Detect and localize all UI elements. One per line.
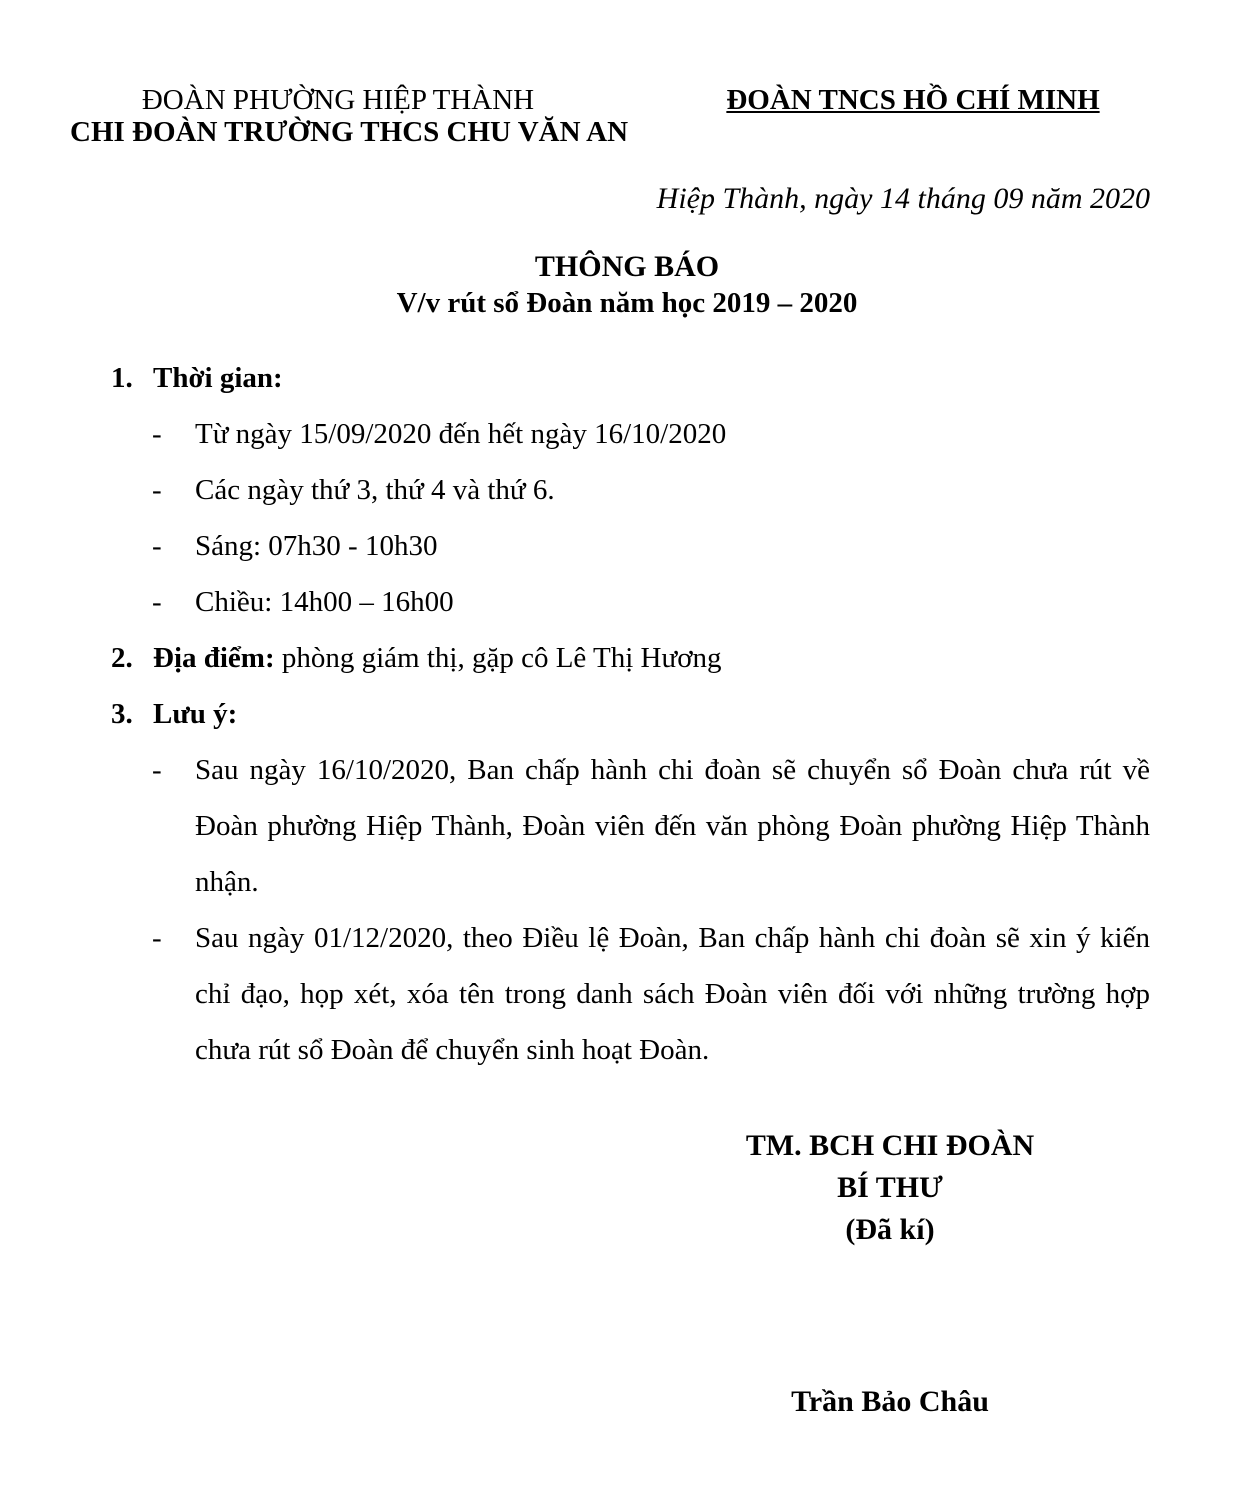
document-title-block: [0, 249, 1254, 321]
bullet-dash: -: [152, 418, 162, 450]
time-item-morning: Sáng: 07h30 - 10h30: [195, 530, 438, 562]
signature-role-line1: TM. BCH CHI ĐOÀN: [745, 1129, 1035, 1162]
section-2-line: [153, 642, 722, 675]
location-text: phòng giám thị, gặp cô Lê Thị Hương: [274, 642, 722, 674]
bullet-dash: -: [152, 530, 162, 562]
bullet-dash: -: [152, 754, 162, 786]
bullet-dash: -: [152, 474, 162, 506]
time-item-afternoon: Chiều: 14h00 – 16h00: [195, 586, 454, 618]
section-3-heading: Lưu ý:: [153, 698, 238, 730]
organization-header-left: [70, 84, 629, 148]
date-line: Hiệp Thành, ngày 14 tháng 09 năm 2020: [656, 182, 1150, 215]
section-2-heading: Địa điểm:: [153, 642, 275, 674]
org-unit: CHI ĐOÀN TRƯỜNG THCS CHU VĂN AN: [70, 116, 629, 148]
section-1-heading: Thời gian:: [153, 362, 283, 394]
bullet-dash: -: [152, 922, 162, 954]
document-subject: V/v rút sổ Đoàn năm học 2019 – 2020: [396, 287, 858, 319]
signature-status: (Đã kí): [845, 1213, 935, 1246]
org-national: ĐOÀN TNCS HỒ CHÍ MINH: [726, 84, 1100, 116]
time-item-weekdays: Các ngày thứ 3, thứ 4 và thứ 6.: [195, 474, 555, 506]
bullet-dash: -: [152, 586, 162, 618]
signer-name: Trần Bảo Châu: [791, 1385, 989, 1418]
signature-block: [690, 1125, 1090, 1251]
section-2-number: 2.: [111, 642, 133, 674]
signature-role-line2: BÍ THƯ: [837, 1171, 943, 1204]
org-parent: ĐOÀN PHƯỜNG HIỆP THÀNH: [141, 84, 535, 116]
time-item-date-range: Từ ngày 15/09/2020 đến hết ngày 16/10/2020: [195, 418, 727, 450]
section-3-number: 3.: [111, 698, 133, 730]
note-item-transfer: Sau ngày 16/10/2020, Ban chấp hành chi đoàn sẽ chuyển sổ Đoàn chưa rút về Đoàn phường Hiệp Thành, Đoàn viên đến văn phòng Đoàn phường Hiệp Thành nhận.: [195, 754, 1150, 898]
section-1-number: 1.: [111, 362, 133, 394]
note-item-removal: Sau ngày 01/12/2020, theo Điều lệ Đoàn, Ban chấp hành chi đoàn sẽ xin ý kiến chỉ đạo, họp xét, xóa tên trong danh sách Đoàn viên đối với những trường hợp chưa rút sổ Đoàn để chuyển sinh hoạt Đoàn.: [195, 922, 1150, 1066]
document-title: THÔNG BÁO: [534, 250, 720, 283]
